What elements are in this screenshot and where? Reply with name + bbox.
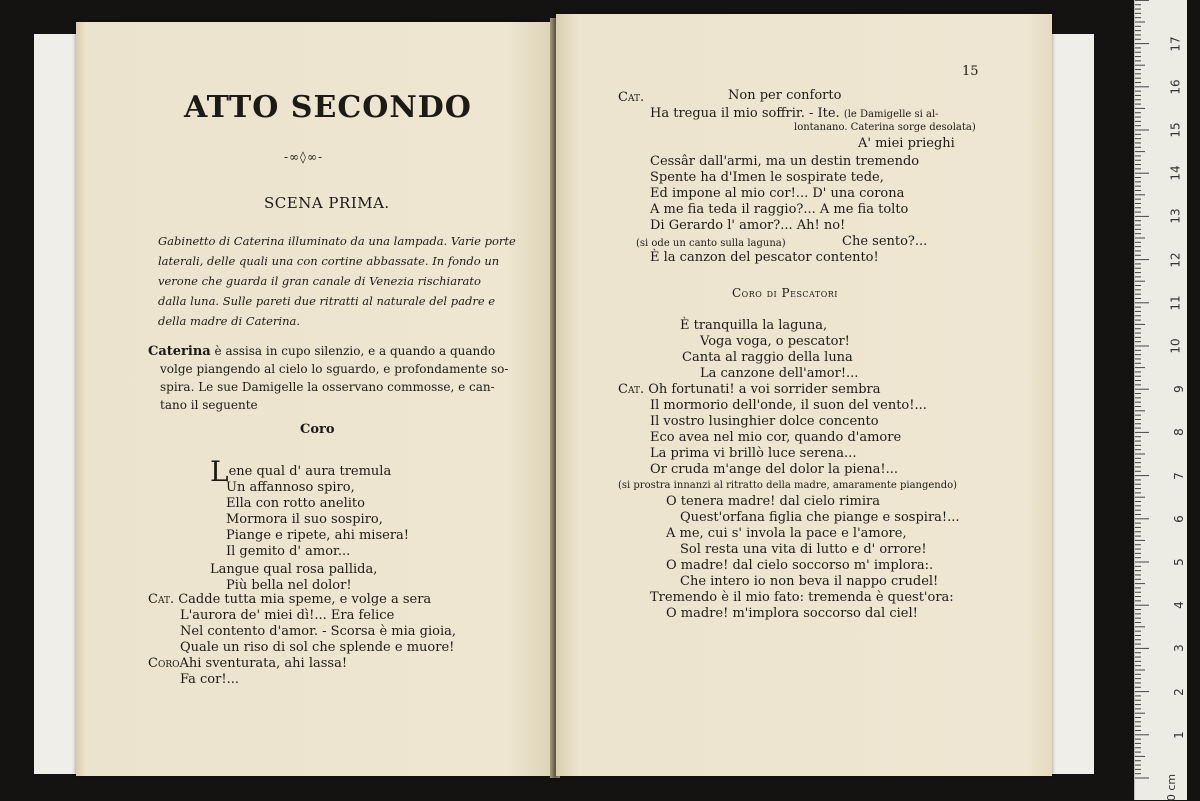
verse-line: A me fia teda il raggio?... A me fia tolto <box>650 202 909 217</box>
ruler-number: 4 <box>1172 601 1187 610</box>
drop-cap: L <box>210 455 229 488</box>
ruler-number: 5 <box>1172 558 1187 566</box>
verse-line: Quest'orfana figlia che piange e sospira!... <box>680 510 960 525</box>
verse-line: Mormora il suo sospiro, <box>226 512 383 527</box>
verse-line: Sol resta una vita di lutto e d' orrore! <box>680 542 927 557</box>
verse-line: Voga voga, o pescator! <box>700 334 850 349</box>
ruler-number: 15 <box>1168 122 1183 138</box>
verse-line: Non per conforto <box>728 88 842 103</box>
verse-line: Il vostro lusinghier dolce concento <box>650 414 879 429</box>
verse-line: Canta al raggio della luna <box>682 350 853 365</box>
stage-direction: (le Damigelle si al- <box>843 109 939 120</box>
verse-line: CoroAhi sventurata, ahi lassa! <box>148 656 348 671</box>
coro-pescatori-heading: Coro di Pescatori <box>732 286 838 300</box>
verse-line: O tenera madre! dal cielo rimira <box>666 494 880 509</box>
verse-line: Il gemito d' amor... <box>226 544 351 559</box>
verse-line: O madre! m'implora soccorso dal ciel! <box>666 606 918 621</box>
ruler-number: 13 <box>1168 208 1183 225</box>
ruler-ticks <box>1135 0 1187 800</box>
ruler-number: 1 <box>1172 730 1187 739</box>
verse-line: Spente ha d'Imen le sospirate tede, <box>650 170 884 185</box>
verse-line: Di Gerardo l' amor?... Ah! no! <box>650 218 846 233</box>
verse-line: Che sento?... <box>842 234 928 249</box>
verse-line: Ha tregua il mio soffrir. - Ite. (le Damigelle si al- <box>650 106 939 121</box>
verse-line: L'aurora de' miei dì!... Era felice <box>180 608 395 623</box>
verse-line: Nel contento d'amor. - Scorsa è mia gioia, <box>180 624 457 639</box>
page-number: 15 <box>962 64 979 79</box>
intro-paragraph-line: volge piangendo al cielo lo sguardo, e profondamente so- <box>160 362 509 376</box>
stage-direction-line: della madre di Caterina. <box>158 314 300 328</box>
verse-line: Ed impone al mio cor!... D' una corona <box>650 186 905 201</box>
verse-line: Più bella nel dolor! <box>226 578 352 593</box>
ruler-number: 17 <box>1168 35 1183 52</box>
speaker-coro: Coro <box>148 656 180 671</box>
intro-paragraph-line: tano il seguente <box>160 398 258 412</box>
measuring-ruler <box>1134 0 1187 800</box>
ruler-number: 11 <box>1168 295 1183 311</box>
stage-direction: (si ode un canto sulla laguna) <box>636 238 786 249</box>
verse-line: È tranquilla la laguna, <box>680 318 828 333</box>
ruler-number: 9 <box>1172 385 1187 394</box>
ruler-number: 2 <box>1172 687 1187 696</box>
verse-line: Piange e ripete, ahi misera! <box>226 528 410 543</box>
verse-line: A me, cui s' invola la pace e l'amore, <box>666 526 907 541</box>
intro-name: Caterina <box>148 344 211 359</box>
verse-line: Ella con rotto anelito <box>226 496 365 511</box>
ornament: -∞◊∞- <box>284 150 324 164</box>
left-page <box>76 22 554 776</box>
verse-line: Tremendo è il mio fato: tremenda è quest'ora: <box>650 590 954 605</box>
ruler-number: 7 <box>1172 471 1187 480</box>
ruler-number: 8 <box>1172 428 1187 437</box>
coro-heading: Coro <box>300 422 335 437</box>
stage-direction: lontanano. Caterina sorge desolata) <box>794 122 976 133</box>
verse-line: Cat. Oh fortunati! a voi sorrider sembra <box>618 382 881 397</box>
stage-direction-line: verone che guarda il gran canale di Venezia rischiarato <box>158 274 481 288</box>
intro-paragraph-line: Caterina è assisa in cupo silenzio, e a quando a quando <box>148 344 496 359</box>
scene-title: SCENA PRIMA. <box>264 194 390 212</box>
verse-line: La prima vi brillò luce serena... <box>650 446 857 461</box>
verse-line: Eco avea nel mio cor, quando d'amore <box>650 430 902 445</box>
ruler-number: 14 <box>1168 165 1183 181</box>
ruler-number: 16 <box>1168 79 1183 95</box>
verse-line: Langue qual rosa pallida, <box>210 562 378 577</box>
ruler-number: 6 <box>1172 514 1187 523</box>
ruler-number: 12 <box>1168 251 1183 268</box>
verse-line: O madre! dal cielo soccorso m' implora:. <box>666 558 934 573</box>
verse-line: Fa cor!... <box>180 672 239 687</box>
verse-line: Cessâr dall'armi, ma un destin tremendo <box>650 154 920 169</box>
speaker-cat: Cat. <box>618 90 645 105</box>
stage-direction-line: dalla luna. Sulle pareti due ritratti al naturale del padre e <box>158 294 496 308</box>
verse-line: Un affannoso spiro, <box>226 480 355 495</box>
verse-line: A' miei prieghi <box>858 136 955 151</box>
intro-paragraph-line: spira. Le sue Damigelle la osservano commosse, e can- <box>160 380 495 394</box>
speaker-cat: Cat. <box>148 592 175 607</box>
ruler-number: 10 <box>1168 338 1183 354</box>
stage-direction: (si prostra innanzi al ritratto della madre, amaramente piangendo) <box>618 480 958 491</box>
ruler-number: 3 <box>1172 644 1187 653</box>
stage-direction-line: laterali, delle quali una con cortine abbassate. In fondo un <box>158 254 500 268</box>
verse-line: È la canzon del pescator contento! <box>650 250 879 265</box>
verse-line: Or cruda m'ange del dolor la piena!... <box>650 462 898 477</box>
verse-line: Il mormorio dell'onde, il suon del vento!... <box>650 398 927 413</box>
stage-direction-line: Gabinetto di Caterina illuminato da una lampada. Varie porte <box>158 234 516 248</box>
speaker-cat: Cat. <box>618 382 645 397</box>
ruler-unit: 0 cm <box>1164 773 1178 801</box>
verse-line: Che intero io non beva il nappo crudel! <box>680 574 939 589</box>
verse-line: La canzone dell'amor!... <box>700 366 859 381</box>
right-page <box>556 14 1052 776</box>
act-title: ATTO SECONDO <box>184 90 472 125</box>
verse-line: Quale un riso di sol che splende e muore! <box>180 640 455 655</box>
verse-line: Cat. Cadde tutta mia speme, e volge a sera <box>148 592 432 607</box>
verse-line: Lene qual d' aura tremula <box>210 455 392 488</box>
